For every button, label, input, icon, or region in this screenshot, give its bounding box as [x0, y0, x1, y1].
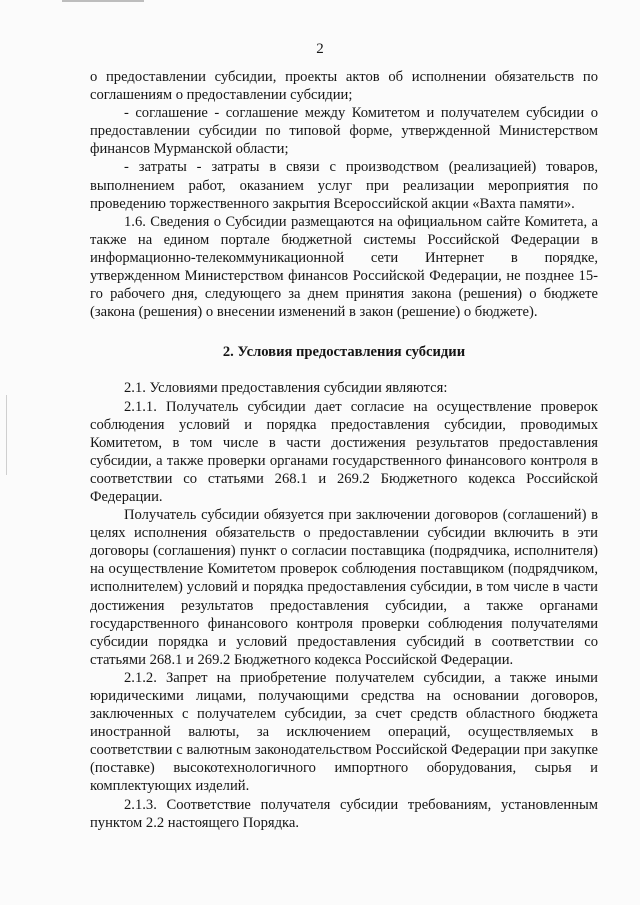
paragraph-definition-agreement: - соглашение - соглашение между Комитетом и получателем субсидии о предоставлении субсидии по типовой форме, утвержденной Министерством финансов Мурманской области; [90, 105, 598, 158]
paragraph-2-1-2: 2.1.2. Запрет на приобретение получателем субсидии, а также иными юридическими лицами, получающими средства на основании договоров, заключенных с получателем субсидии, за счет средств областного бюджета иностранной валюты, за исключением операций, осуществляемых в соответствии с валютным законодательством Российской Федерации при закупке (поставке) высокотехнологичного импортного оборудования, сырья и комплектующих изделий. [90, 669, 598, 795]
section-2-heading: 2. Условия предоставления субсидии [222, 344, 466, 361]
paragraph-1-6: 1.6. Сведения о Субсидии размещаются на официальном сайте Комитета, а также на едином портале бюджетной системы Российской Федерации в информационно-телекоммуникационной сети Интернет в порядке, утвержденном Министерством финансов Российской Федерации, не позднее 15-го рабочего дня, следующего за днем принятия закона (решения) о бюджете (закона (решения) о внесении изменений в закон (решение) о бюджете). [90, 213, 598, 321]
scan-artifact-top [62, 0, 144, 5]
paragraph-2-1-3: 2.1.3. Соответствие получателя субсидии требованиям, установленным пунктом 2.2 настоящего Порядка. [90, 796, 598, 831]
paragraph-2-1: 2.1. Условиями предоставления субсидии являются: [124, 380, 448, 397]
paragraph-2-1-1-obligation: Получатель субсидии обязуется при заключении договоров (соглашений) в целях исполнения обязательств о предоставлении субсидии включить в эти договоры (соглашения) пункт о согласии поставщика (подрядчика, исполнителя) на осуществление Комитетом проверок соблюдения поставщиком (подрядчиком, исполнителем) условий и порядка предоставления субсидии, в том числе в части достижения результатов предоставления субсидии, а также органами государственного финансового контроля проверки соблюдения получателями субсидии порядка и условий предоставления субсидий в соответствии со статьями 268.1 и 269.2 Бюджетного кодекса Российской Федерации. [90, 507, 598, 668]
paragraph-definitions-tail: о предоставлении субсидии, проекты актов об исполнении обязательств по соглашениям о предоставлении субсидии; [90, 69, 598, 104]
scan-artifact-left [6, 395, 9, 475]
document-body [90, 68, 598, 832]
paragraph-definition-costs: - затраты - затраты в связи с производством (реализацией) товаров, выполнением работ, оказанием услуг при реализации мероприятия по проведению торжественного закрытия Всероссийской акции «Вахта памяти». [90, 159, 598, 212]
paragraph-2-1-1: 2.1.1. Получатель субсидии дает согласие на осуществление проверок соблюдения условий и порядка предоставления субсидии, проводимых Комитетом, в том числе в части достижения результатов предоставления субсидии, а также проверки органами государственного финансового контроля в соответствии со статьями 268.1 и 269.2 Бюджетного кодекса Российской Федерации. [90, 398, 598, 505]
page-number: 2 [316, 41, 324, 57]
